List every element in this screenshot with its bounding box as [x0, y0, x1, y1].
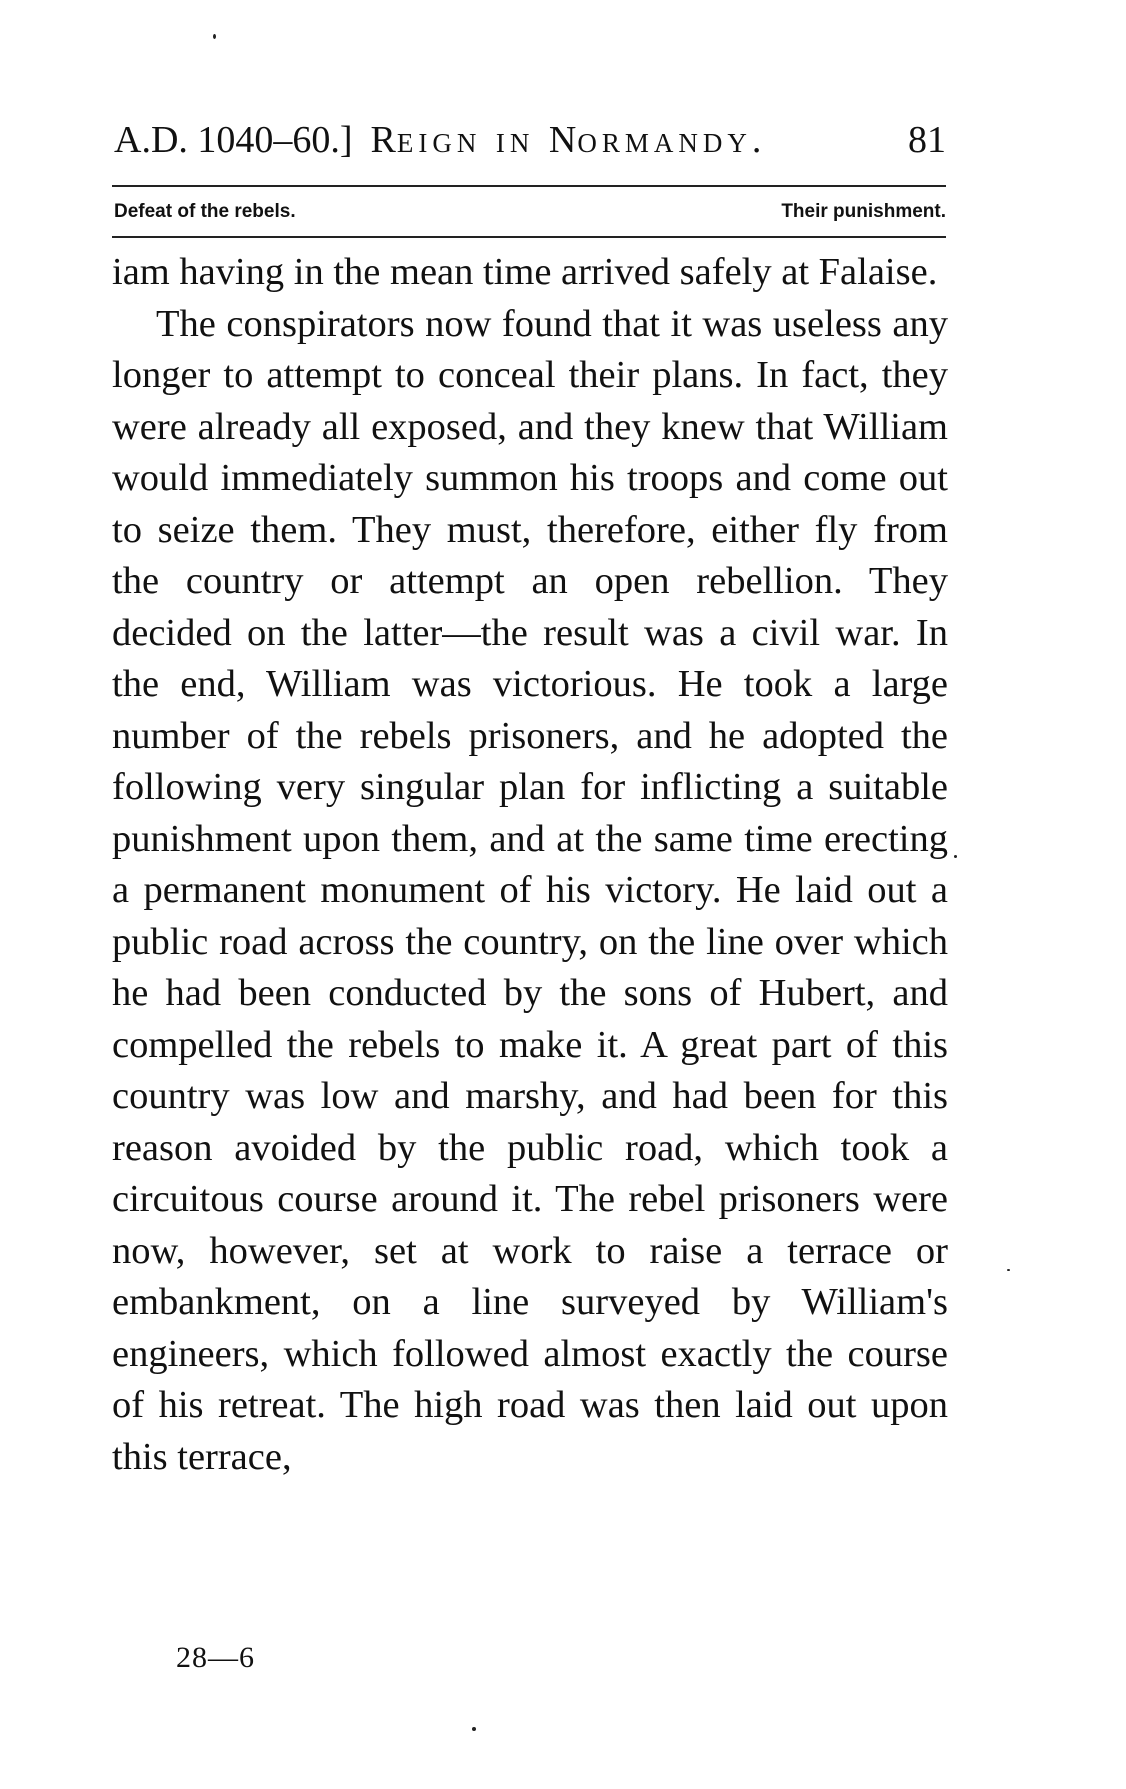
scan-speck: [1007, 1269, 1010, 1271]
running-head-title-in: in: [481, 119, 549, 161]
running-head-title-eign: eign: [396, 119, 482, 161]
scan-speck: [472, 1727, 476, 1731]
header-rule-bottom: [112, 236, 946, 238]
page-number: 81: [908, 119, 946, 161]
running-head-date: A.D. 1040–60.]: [114, 119, 353, 161]
scan-speck: [954, 855, 957, 858]
running-head: [114, 118, 946, 162]
running-head-title: [371, 118, 908, 162]
header-rule-top: [112, 185, 946, 187]
running-head-title-ormandy: ormandy.: [577, 119, 767, 161]
side-note-left: Defeat of the rebels.: [114, 201, 296, 222]
side-note-right: Their punishment.: [781, 201, 946, 222]
side-notes: [114, 196, 946, 228]
body-text: [112, 247, 948, 1483]
running-head-title-r: R: [370, 119, 397, 161]
running-head-title-n: N: [548, 119, 578, 161]
paragraph-conspirators: The conspirators now found that it was useless any longer to attempt to conceal their plans. In fact, they were already all exposed, and they knew that William would immediately summon his troops and come out to seize them. They must, therefore, either fly from the country or attempt an open rebellion. They decided on the latter—the result was a civil war. In the end, William was victorious. He took a large number of the rebels prisoners, and he adopted the following very singular plan for inflicting a suitable punishment upon them, and at the same time erecting a permanent monument of his victory. He laid out a public road across the country, on the line over which he had been conducted by the sons of Hubert, and compelled the rebels to make it. A great part of this country was low and marshy, and had been for this reason avoided by the public road, which took a circuitous course around it. The rebel prisoners were now, however, set at work to raise a terrace or embankment, on a line surveyed by William's engineers, which followed almost exactly the course of his retreat. The high road was then laid out upon this terrace,: [112, 302, 948, 1478]
signature-mark: 28—6: [176, 1641, 255, 1674]
paragraph-continuation: iam having in the mean time arrived safely at Falaise.: [112, 251, 938, 293]
scan-speck: [213, 34, 216, 39]
